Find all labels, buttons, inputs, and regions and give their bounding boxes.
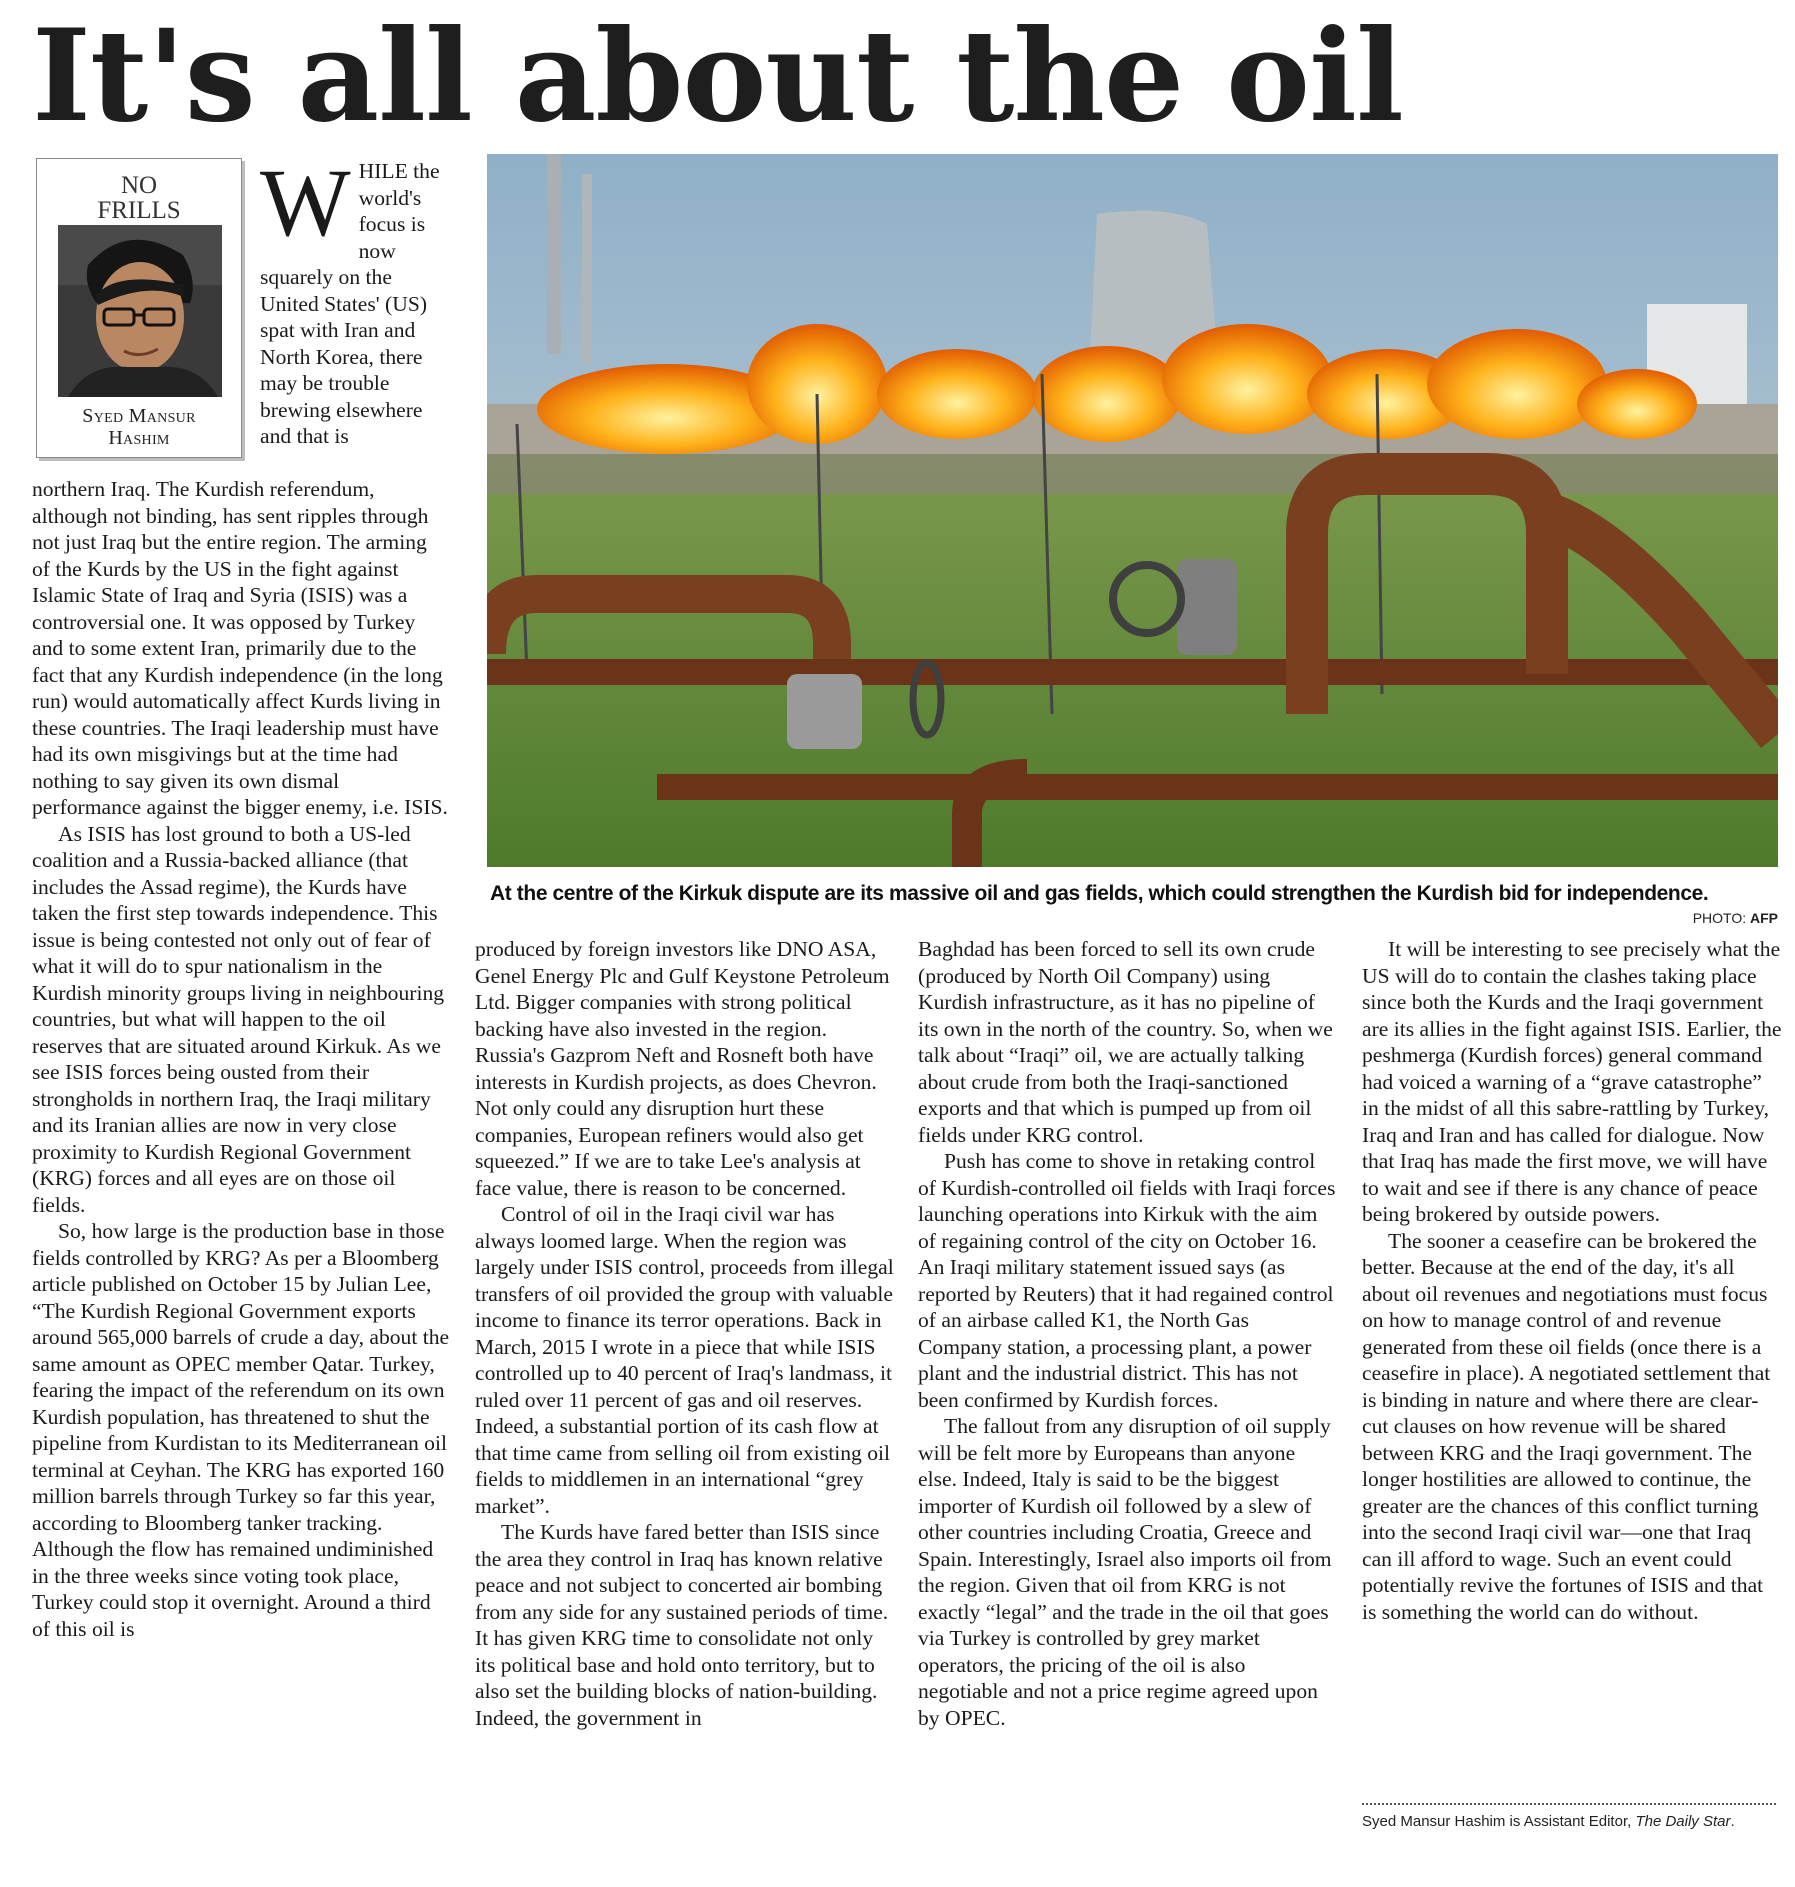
author-name bbox=[37, 405, 241, 449]
headline: It's all about the oil bbox=[32, 2, 1403, 150]
photo-credit-label: PHOTO: bbox=[1692, 910, 1747, 926]
lead-text: HILE the world's focus is now squarely on the United States' (US) spat with Iran and North Korea, there may be trouble brewing elsewhere and that is bbox=[260, 159, 440, 448]
article-column-3 bbox=[918, 936, 1338, 1731]
paragraph: northern Iraq. The Kurdish referendum, although not binding, has sent ripples through not just Iraq but the entire region. The arming of the Kurds by the US in the fight against Islamic State of Iraq and Syria (ISIS) was a controversial one. It was opposed by Turkey and to some extent Iran, primarily due to the fact that any Kurdish independence (in the long run) would automatically affect Kurds living in these countries. The Iraqi leadership must have had its own misgivings but at the time had nothing to say given its own dismal performance against the bigger enemy, i.e. ISIS. bbox=[32, 477, 448, 819]
author-tagline bbox=[1362, 1813, 1776, 1831]
column-kicker-line2: FRILLS bbox=[97, 197, 181, 224]
tagline-text: Syed Mansur Hashim is Assistant Editor, bbox=[1362, 1813, 1632, 1830]
paragraph: So, how large is the production base in those fields controlled by KRG? As per a Bloomberg article published on October 15 by Julian Lee, “The Kurdish Regional Government exports around 565,000 barrels of crude a day, about the same amount as OPEC member Qatar. Turkey, fearing the impact of the referendum on its own Kurdish population, has threatened to shut the pipeline from Kurdistan to its Mediterranean oil terminal at Ceyhan. The KRG has exported 160 million barrels through Turkey so far this year, according to Bloomberg tanker tracking. Although the flow has remained undiminished in the three weeks since voting took place, Turkey could stop it overnight. Around a third of this oil is bbox=[32, 1219, 450, 1641]
tagline-divider bbox=[1362, 1803, 1776, 1805]
article-column-4 bbox=[1362, 936, 1782, 1625]
photo-caption: At the centre of the Kirkuk dispute are its massive oil and gas fields, which could strengthen the Kurdish bid for independence. bbox=[490, 882, 1709, 905]
photo-credit-source: AFP bbox=[1750, 910, 1778, 926]
paragraph: The fallout from any disruption of oil supply will be felt more by Europeans than anyone else. Indeed, Italy is said to be the biggest importer of Kurdish oil followed by a slew of other countries including Croatia, Greece and Spain. Interestingly, Israel also imports oil from the region. Given that oil from KRG is not exactly “legal” and the trade in the oil that goes via Turkey is controlled by grey market operators, the pricing of the oil is also negotiable and not a price regime agreed upon by OPEC. bbox=[918, 1414, 1332, 1730]
author-photo bbox=[58, 225, 222, 397]
author-name-line1: Syed Mansur bbox=[82, 405, 196, 427]
paragraph: The Kurds have fared better than ISIS since the area they control in Iraq has known relative peace and not subject to concerted air bombing from any side for any sustained periods of time. It has given KRG time to consolidate not only its political base and hold onto territory, but to also set the building blocks of nation-building. Indeed, the government in bbox=[475, 1520, 889, 1730]
paragraph: The sooner a ceasefire can be brokered the better. Because at the end of the day, it's all about oil revenues and negotiations must focus on how to manage control of and revenue generated from these oil fields (once there is a ceasefire in place). A negotiated settlement that is binding in nature and where there are clear-cut clauses on how revenue will be shared between KRG and the Iraqi government. The longer hostilities are allowed to continue, the greater are the chances of this conflict turning into the second Iraqi civil war—one that Iraq can ill afford to wage. Such an event could potentially revive the fortunes of ISIS and that is something the world can do without. bbox=[1362, 1228, 1771, 1624]
column-byline-box bbox=[36, 158, 242, 458]
main-photo bbox=[487, 154, 1778, 867]
article-column-1 bbox=[32, 476, 450, 1642]
author-name-line2: Hashim bbox=[108, 427, 170, 449]
tagline-publication: The Daily Star bbox=[1635, 1813, 1731, 1830]
tagline-end: . bbox=[1730, 1813, 1735, 1830]
paragraph: Control of oil in the Iraqi civil war has always loomed large. When the region was largely under ISIS control, proceeds from illegal transfers of oil provided the group with valuable income to finance its terror operations. Back in March, 2015 I wrote in a piece that while ISIS controlled up to 40 percent of Iraq's landmass, it ruled over 11 percent of gas and oil reserves. Indeed, a substantial portion of its cash flow at that time came from selling oil from existing oil fields to middlemen in an international “grey market”. bbox=[475, 1202, 894, 1518]
paragraph: Baghdad has been forced to sell its own crude (produced by North Oil Company) using Kurdish infrastructure, as it has no pipeline of its own in the north of the country. So, when we talk about “Iraqi” oil, we are actually talking about crude from both the Iraqi-sanctioned exports and that which is pumped up from oil fields under KRG control. bbox=[918, 937, 1333, 1147]
lead-paragraph bbox=[260, 149, 450, 450]
article-column-2 bbox=[475, 936, 895, 1731]
paragraph: As ISIS has lost ground to both a US-led coalition and a Russia-backed alliance (that includes the Assad regime), the Kurds have taken the first step towards independence. This issue is being contested not only out of fear of what it will do to spur nationalism in the Kurdish minority groups living in neighbouring countries, but what will happen to the oil reserves that are situated around Kirkuk. As we see ISIS forces being ousted from their strongholds in northern Iraq, the Iraqi military and its Iranian allies are now in very close proximity to Kurdish Regional Government (KRG) forces and all eyes are on those oil fields. bbox=[32, 821, 445, 1217]
paragraph: Push has come to shove in retaking control of Kurdish-controlled oil fields with Iraqi forces launching operations into Kirkuk with the aim of regaining control of the city on October 16. An Iraqi military statement issued says (as reported by Reuters) that it had regained control of an airbase called K1, the North Gas Company station, a processing plant, a power plant and the industrial district. This has not been confirmed by Kurdish forces. bbox=[918, 1149, 1336, 1412]
column-kicker bbox=[37, 173, 241, 223]
drop-cap: W bbox=[260, 149, 351, 256]
article-lead bbox=[260, 149, 450, 450]
paragraph: It will be interesting to see precisely what the US will do to contain the clashes taking place since both the Kurds and the Iraqi government are its allies in the fight against ISIS. Earlier, the peshmerga (Kurdish forces) general command had voiced a warning of a “grave catastrophe” in the midst of all this sabre-rattling by Turkey, Iraq and Iran and has called for dialogue. Now that Iraq has made the first move, we will have to wait and see if there is any chance of peace being brokered by outside powers. bbox=[1362, 937, 1782, 1226]
column-kicker-line1: NO bbox=[120, 172, 158, 199]
photo-credit bbox=[1693, 910, 1778, 926]
paragraph: produced by foreign investors like DNO ASA, Genel Energy Plc and Gulf Keystone Petroleum Ltd. Bigger companies with strong political backing have also invested in the region. Russia's Gazprom Neft and Rosneft both have interests in Kurdish projects, as does Chevron. Not only could any disruption hurt these companies, European refiners would also get squeezed.” If we are to take Lee's analysis at face value, there is reason to be concerned. bbox=[475, 937, 890, 1200]
